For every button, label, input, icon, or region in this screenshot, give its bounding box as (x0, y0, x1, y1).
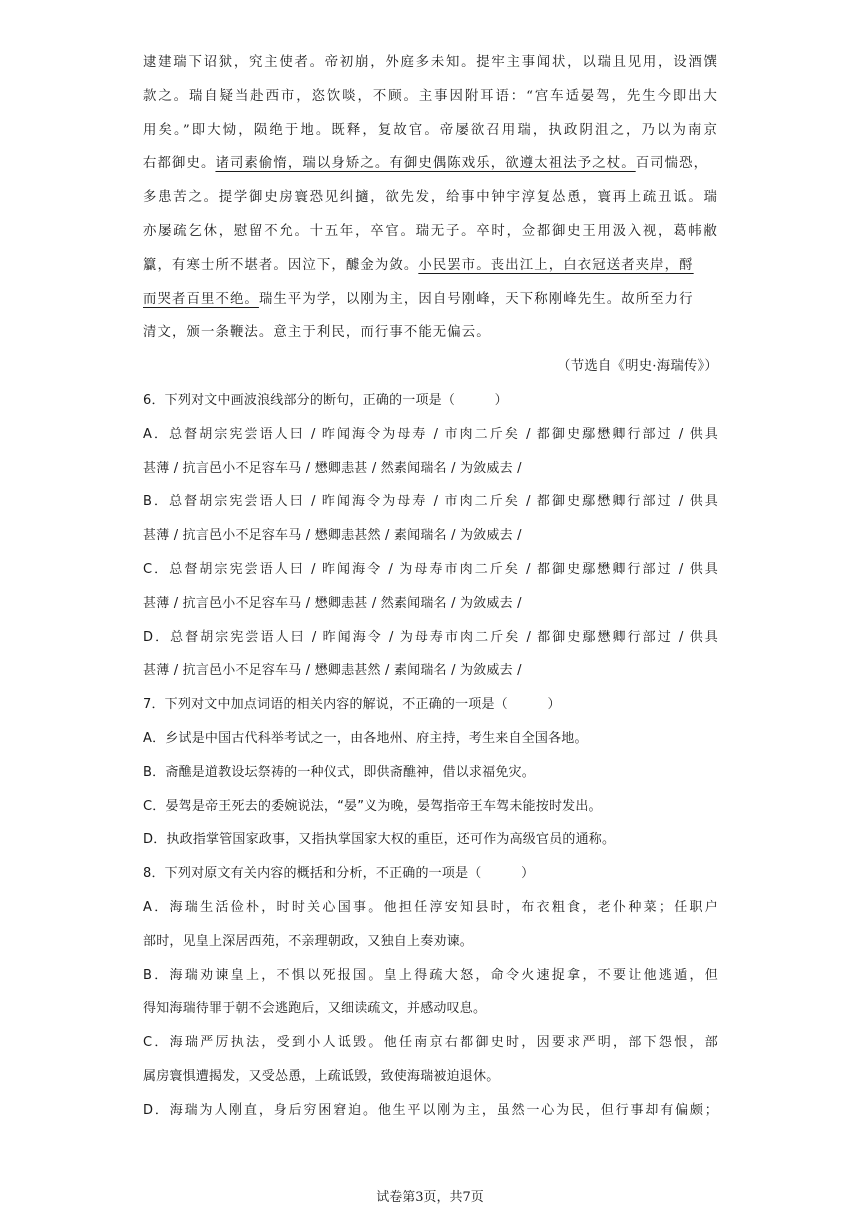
passage-text: 百司惴恐， (635, 156, 709, 172)
option-a[interactable]: A．乡试是中国古代科举考试之一，由各地州、府主持，考生来自全国各地。 (143, 730, 588, 746)
option-c-cont: 属房寰惧遭揭发，又受怂恿，上疏诋毁，致使海瑞被迫退休。 (143, 1068, 500, 1084)
option-d[interactable]: D．总督胡宗宪尝语人曰 / 昨闻海令 / 为母寿市肉二斤矣 / 都御史鄢懋卿行部过 / 供具 (143, 629, 718, 645)
passage-line: 亦屡疏乞休，慰留不允。十五年，卒官。瑞无子。卒时，佥都御史王用汲入视，葛帏敝 (143, 223, 718, 239)
option-a-cont: 部时，见皇上深居西苑，不亲理朝政，又独自上奏劝谏。 (143, 933, 474, 949)
question-6 (143, 384, 718, 688)
passage-source: （节选自《明史·海瑞传》） (557, 359, 718, 375)
passage-line: 逮建瑞下诏狱，究主使者。帝初崩，外庭多未知。提牢主事闻状，以瑞且见用，设酒馔 (143, 55, 718, 70)
passage (143, 46, 718, 384)
option-d[interactable]: D．执政指掌管国家政事，又指执掌国家大权的重臣，还可作为高级官员的通称。 (143, 832, 616, 848)
underlined-sentence: 而哭者百里不绝。 (143, 291, 259, 307)
option-a-cont: 甚薄 / 抗言邑小不足容车马 / 懋卿恚甚 / 然素闻瑞名 / 为敛威去 / (143, 460, 522, 476)
option-b-cont: 甚薄 / 抗言邑小不足容车马 / 懋卿恚甚然 / 素闻瑞名 / 为敛威去 / (143, 528, 522, 544)
option-c[interactable]: C．晏驾是帝王死去的委婉说法，“晏”义为晚，晏驾指帝王车驾未能按时发出。 (143, 798, 602, 814)
question-stem: 7．下列对文中加点词语的相关内容的解说，不正确的一项是（ ） (143, 697, 561, 713)
question-stem: 6．下列对文中画波浪线部分的断句，正确的一项是（ ） (143, 392, 508, 408)
passage-line: 多患苦之。提学御史房寰恐见纠擿，欲先发，给事中钟宇淳复怂恿，寰再上疏丑诋。瑞 (143, 190, 718, 206)
passage-line (143, 283, 718, 317)
option-c[interactable]: C．海瑞严厉执法，受到小人诋毁。他任南京右都御史时，因要求严明，部下怨恨，部 (143, 1035, 718, 1051)
option-b[interactable]: B．总督胡宗宪尝语人曰 / 昨闻海令为母寿 / 市肉二斤矣 / 都御史鄢懋卿行部过 / 供具 (143, 494, 718, 510)
option-a[interactable]: A．海瑞生活俭朴，时时关心国事。他担任淳安知县时，布衣粗食，老仆种菜；任职户 (143, 899, 718, 915)
option-b-cont: 得知海瑞待罪于朝不会逃跑后，又细读疏文，并感动叹息。 (143, 1001, 487, 1017)
underlined-sentence: 诸司素偷惰，瑞以身矫之。有御史偶陈戏乐，欲遵太祖法予之杖。 (215, 156, 636, 172)
option-c[interactable]: C．总督胡宗宪尝语人曰 / 昨闻海令 / 为母寿市肉二斤矣 / 都御史鄢懋卿行部过 / 供具 (143, 561, 718, 577)
option-b[interactable]: B．海瑞劝谏皇上，不惧以死报国。皇上得疏大怒，命令火速捉拿，不要让他逃遁，但 (143, 967, 718, 983)
passage-text: 籯，有寒士所不堪者。因泣下，醵金为敛。 (143, 257, 419, 273)
page-footer: 试卷第3页，共7页 (376, 1190, 484, 1205)
option-d-cont: 甚薄 / 抗言邑小不足容车马 / 懋卿恚甚然 / 素闻瑞名 / 为敛威去 / (143, 663, 522, 679)
underlined-sentence: 小民罢市。丧出江上，白衣冠送者夹岸，酹 (418, 257, 694, 273)
question-7 (143, 688, 718, 857)
option-d[interactable]: D．海瑞为人刚直，身后穷困窘迫。他生平以刚为主，虽然一心为民，但行事却有偏颇； (143, 1102, 718, 1118)
option-b[interactable]: B．斋醮是道教设坛祭祷的一种仪式，即供斋醮神，借以求福免灾。 (143, 764, 535, 780)
passage-line: 用矣。”即大恸，陨绝于地。既释，复故官。帝屡欲召用瑞，执政阴沮之，乃以为南京 (143, 122, 718, 138)
option-a[interactable]: A．总督胡宗宪尝语人曰 / 昨闻海令为母寿 / 市肉二斤矣 / 都御史鄢懋卿行部过 / 供具 (143, 426, 718, 442)
passage-line: 清文，颁一条鞭法。意主于利民，而行事不能无偏云。 (143, 325, 491, 341)
page-content (143, 46, 718, 1128)
option-c-cont: 甚薄 / 抗言邑小不足容车马 / 懋卿恚甚 / 然素闻瑞名 / 为敛威去 / (143, 595, 522, 611)
passage-line (143, 147, 718, 181)
passage-line: 款之。瑞自疑当赴西市，恣饮啖，不顾。主事因附耳语：“宫车适晏驾，先生今即出大 (143, 88, 718, 104)
question-stem: 8．下列对原文有关内容的概括和分析，不正确的一项是（ ） (143, 866, 535, 882)
passage-text: 瑞生平为学，以刚为主，因自号刚峰，天下称刚峰先生。故所至力行 (258, 291, 694, 307)
passage-text: 右都御史。 (143, 156, 216, 172)
question-8 (143, 857, 718, 1127)
passage-line (143, 249, 718, 283)
